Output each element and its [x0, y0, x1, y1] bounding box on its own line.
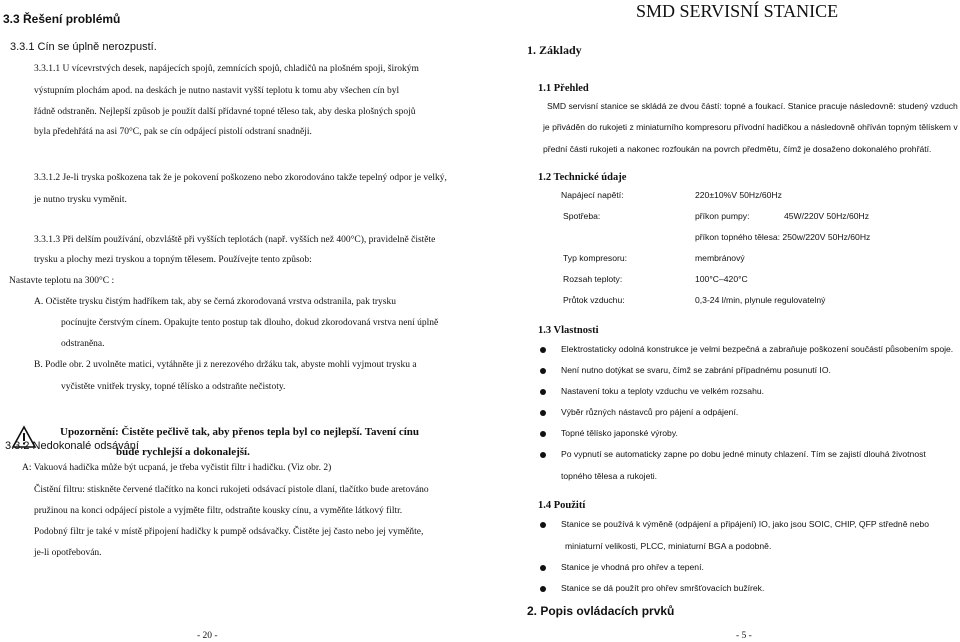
spec-label: Průtok vzduchu: [563, 295, 625, 305]
use-item: Stanice se používá k výměně (odpájení a připájení) IO, jako jsou SOIC, CHIP, QFP středně nebo [561, 519, 929, 529]
bullet-icon [540, 431, 546, 437]
bullet-icon [540, 452, 546, 458]
paragraph-line: trysku a plochy mezi tryskou a topným tělesem. Používejte tento způsob: [34, 255, 312, 265]
feature-item: Nastavení toku a teploty vzduchu ve velkém rozsahu. [561, 386, 765, 396]
step-b-line: vyčistěte vnitřek trysky, topné tělísko a odstraňte nečistoty. [61, 382, 286, 392]
use-item: Stanice je vhodná pro ohřev a tepení. [561, 562, 704, 572]
warning-text: bude rychlejší a dokonalejší. [116, 446, 250, 458]
paragraph-line: je-li opotřebován. [34, 548, 102, 558]
spec-label: Rozsah teploty: [563, 274, 623, 284]
paragraph-line: 3.3.1.2 Je-li tryska poškozena tak že je pokovení poškozeno nebo zkorodováno takže tepelný odpor je velký, [34, 173, 447, 183]
bullet-icon [540, 522, 546, 528]
section-heading-2: 2. Popis ovládacích prvků [527, 604, 675, 618]
use-item-continued: miniaturní velikosti, PLCC, miniaturní BGA a podobně. [565, 541, 772, 551]
paragraph-line: byla předehřátá na asi 70°C, pak se cín odpájecí pistolí odstraní snadněji. [34, 127, 312, 137]
spec-label: Napájecí napětí: [561, 190, 624, 200]
use-item: Stanice se dá použít pro ohřev smršťovacích bužírek. [561, 583, 765, 593]
section-heading-3-3: 3.3 Řešení problémů [3, 12, 121, 26]
spec-value: 0,3-24 l/min, plynule regulovatelný [695, 295, 826, 305]
bullet-icon [540, 347, 546, 353]
spec-value: 220±10%V 50Hz/60Hz [695, 190, 782, 200]
step-a-line: A. Očistěte trysku čistým hadříkem tak, aby se černá zkorodovaná vrstva odstranila, pak trysku [34, 297, 396, 307]
page-number: - 20 - [197, 631, 218, 641]
subsection-heading-1-3: 1.3 Vlastnosti [538, 325, 599, 336]
spec-value: příkon topného tělesa: 250w/220V 50Hz/60Hz [695, 232, 871, 242]
feature-item: Topné tělísko japonské výroby. [561, 428, 678, 438]
paragraph-line: je přiváděn do rukojeti z miniaturního kompresoru přívodní hadičkou a následovně ohříván topným tělískem v [543, 122, 958, 132]
bullet-icon [540, 565, 546, 571]
step-a-line: pocínujte čerstvým cínem. Opakujte tento postup tak dlouho, dokud zkorodovaná vrstva není úplně [61, 318, 439, 328]
paragraph-line: je nutno trysku vyměnit. [34, 195, 127, 205]
feature-item: Výběr různých nástavců pro pájení a odpájení. [561, 407, 739, 417]
spec-value: příkon pumpy: [695, 211, 750, 221]
section-heading-1: 1. Základy [527, 43, 582, 57]
bullet-icon [540, 389, 546, 395]
paragraph-line: Podobný filtr je také v místě připojení hadičky k pumpě odsávačky. Čistěte jej často nebo jej vyměňte, [34, 527, 424, 537]
step-a-line: odstraněna. [61, 339, 105, 349]
paragraph-line: výstupním plochám apod. na deskách je nutno nastavit vyšší teplotu k tomu aby všechen cín byl [34, 86, 400, 96]
paragraph-line: A: Vakuová hadička může být ucpaná, je třeba vyčistit filtr i hadičku. (Viz obr. 2) [22, 463, 332, 473]
spec-label: Spotřeba: [563, 211, 601, 221]
subsection-heading-1-4: 1.4 Použití [538, 500, 586, 511]
paragraph-line: řádně odstraněn. Nejlepší způsob je použít další přídavné topné těleso tak, aby deska plošných spojů [34, 107, 416, 117]
step-b-line: B. Podle obr. 2 uvolněte matici, vytáhněte ji z nerezového držáku tak, abyste mohli vyjmout trysku a [34, 360, 417, 370]
paragraph-line: pružinou na konci odpájecí pistole a vyjměte filtr, odstraňte kousky cínu, a vyměňte látkový filtr. [34, 506, 403, 516]
subsection-heading-1-2: 1.2 Technické údaje [538, 172, 627, 183]
spec-value: 100°C–420°C [695, 274, 748, 284]
bullet-icon [540, 586, 546, 592]
page-number: - 5 - [736, 631, 752, 641]
warning-text: Upozornění: Čistěte pečlivě tak, aby přenos tepla byl co nejlepší. Tavení cínu [60, 426, 420, 438]
subsection-heading-3-3-2: 3.3.2 Nedokonalé odsávání [5, 440, 139, 452]
feature-item: Není nutno dotýkat se svaru, čímž se zabrání případnému posunutí IO. [561, 365, 831, 375]
bullet-icon [540, 410, 546, 416]
spec-value: membránový [695, 253, 745, 263]
bullet-icon [540, 368, 546, 374]
feature-item: Po vypnutí se automaticky zapne po dobu jedné minuty chlazení. Tím se zajistí dlouhá životnost [561, 449, 926, 459]
paragraph-line: Čistění filtru: stiskněte červené tlačítko na konci rukojeti odsávací pistole dlaní, tlačítko bude aretováno [34, 485, 429, 495]
feature-item: Elektrostaticky odolná konstrukce je velmi bezpečná a zabraňuje poškození součástí působením spoje. [561, 344, 954, 354]
spec-value: 45W/220V 50Hz/60Hz [784, 211, 870, 221]
paragraph-line: 3.3.1.3 Při delším používání, obzvláště při vyšších teplotách (např. vyšších než 400°C), pravidelně čistěte [34, 235, 436, 245]
paragraph-line: Nastavte teplotu na 300°C : [9, 276, 115, 286]
paragraph-line: SMD servisní stanice se skládá ze dvou částí: topné a foukací. Stanice pracuje následovně: studený vzduch [547, 101, 958, 111]
paragraph-line: přední části rukojeti a nakonec rozfoukán na povrch předmětu, čímž je dosaženo dokonalého prohřátí. [543, 144, 932, 154]
page-title: SMD SERVISNÍ STANICE [636, 1, 839, 21]
paragraph-line: 3.3.1.1 U vícevrstvých desek, napájecích spojů, zemnících spojů, chladičů na plošném spoji, širokým [34, 64, 419, 74]
spec-label: Typ kompresoru: [563, 253, 627, 263]
subsection-heading-1-1: 1.1 Přehled [538, 83, 589, 94]
subsection-heading-3-3-1: 3.3.1 Cín se úplně nerozpustí. [10, 41, 157, 53]
feature-item-continued: topného tělesa a rukojeti. [561, 471, 658, 481]
